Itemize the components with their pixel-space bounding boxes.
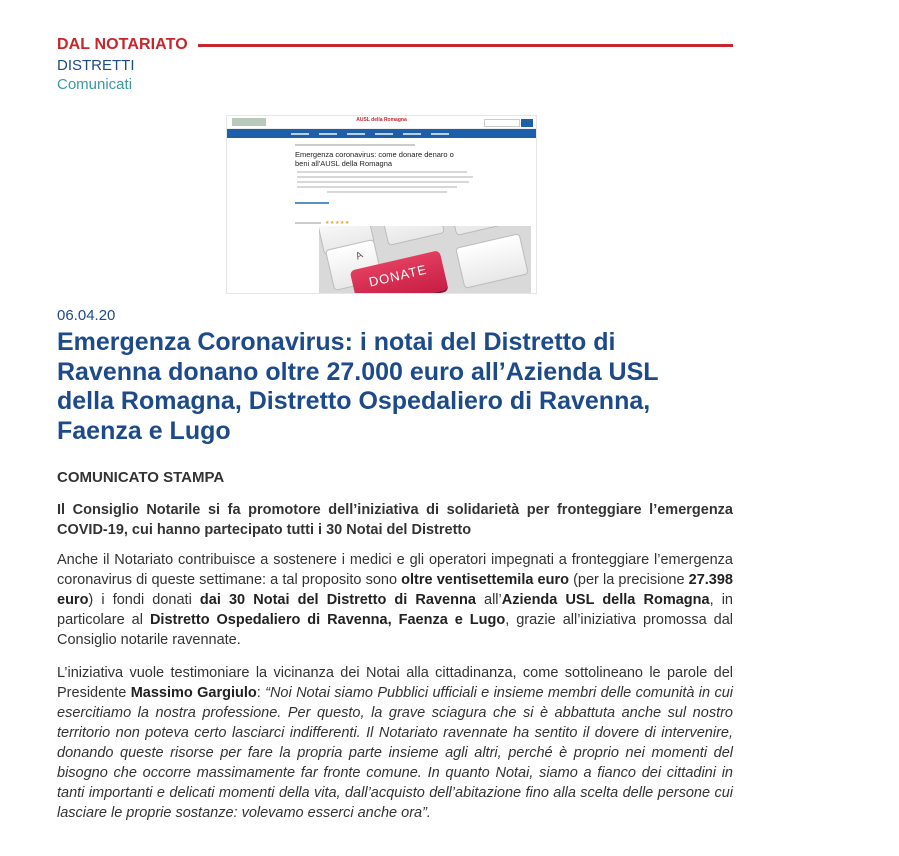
mini-brand: AUSL della Romagna [356,117,407,123]
mini-text-line [297,181,469,183]
mini-search-icon [521,119,533,127]
president-quote: “Noi Notai siamo Pubblici ufficiali e insieme membri delle comunità in cui esercitiamo la nostra professione. Per questo, la grave sciagura che si è abbattuta anche sul nostro territorio non poteva certo lasciarci indifferenti. Il Notariato ravennate ha sentito il dovere di intervenire, donando queste risorse per fare la propria parte insieme agli altri, perché è proprio nei momenti del bisogno che occorre massimamente far fronte comune. In quanto Notai, siamo a fianco dei cittadini in tanti importanti e delicati momenti della vita, dall’acquisto dell’abitazione fino alla scelta delle persone cui lasciare le proprie sostanze: volevamo esserci anche ora”. [57,685,733,821]
article-lead: Il Consiglio Notarile si fa promotore dell’iniziativa di solidarietà per fronteggiare l’emergenza COVID-19, cui hanno partecipato tutti i 30 Notai del Distretto [57,502,733,538]
breadcrumb-distretti[interactable]: DISTRETTI [57,57,135,74]
keyboard-key [455,233,529,289]
article-image [226,115,537,294]
text-run: Anche il Notariato contribuisce a sostenere i medici e gli operatori impegnati a fronteggiare l’emergenza coronavirus di queste settimane: a tal proposito sono [57,552,733,588]
article-kicker: COMUNICATO STAMPA [57,469,225,486]
bold-run: oltre ventisettemila euro [401,572,569,588]
donate-key-label: DONATE [367,261,429,290]
section-divider [198,44,733,47]
article-paragraph-1 [57,550,733,650]
mini-link [295,202,329,204]
mini-text-line [297,186,457,188]
key-glyph: A [354,249,365,263]
keyboard-key [447,226,513,236]
mini-nav [227,129,536,138]
mini-text-line [327,191,447,193]
bold-run: dai 30 Notai del Distretto di Ravenna [199,592,476,608]
mini-rating-stars-icon: ★★★★★ [295,220,350,226]
mini-header [227,116,536,129]
mini-text-line [297,171,467,173]
bold-run: Azienda USL della Romagna [501,592,710,608]
text-run: L’iniziativa vuole testimoniare la vicinanza dei Notai alla cittadinanza, come sottolineano le parole del Presidente [57,665,733,701]
section-header [57,36,733,93]
text-run: (per la precisione [568,572,689,588]
breadcrumb-comunicati[interactable]: Comunicati [57,76,133,93]
keyboard-key [379,226,445,246]
article-date: 06.04.20 [57,307,116,324]
article-paragraph-2 [57,663,733,823]
text-run: : [256,685,266,701]
text-run: , grazie all’iniziativa promossa dal Consiglio notarile ravennate. [57,612,733,648]
president-name: Massimo Gargiulo [130,685,257,701]
text-run: all’ [475,592,502,608]
section-title-row [57,36,733,54]
mini-title: Emergenza coronavirus: come donare denaro o beni all'AUSL della Romagna [295,150,454,168]
text-run: ) i fondi donati [88,592,200,608]
article-title: Emergenza Coronavirus: i notai del Distretto di Ravenna donano oltre 27.000 euro all’Azienda USL della Romagna, Distretto Ospedaliero di Ravenna, Faenza e Lugo [57,328,659,445]
text-run: , in particolare al [57,592,733,628]
mini-text-line [297,176,473,178]
bold-run: Distretto Ospedaliero di Ravenna, Faenza e Lugo [149,612,506,628]
section-title[interactable]: DAL NOTARIATO [57,36,188,53]
mini-breadcrumb [295,144,415,146]
bold-run: 27.398 euro [57,572,733,608]
keyboard-photo [319,226,531,294]
mini-search-box [484,119,520,127]
